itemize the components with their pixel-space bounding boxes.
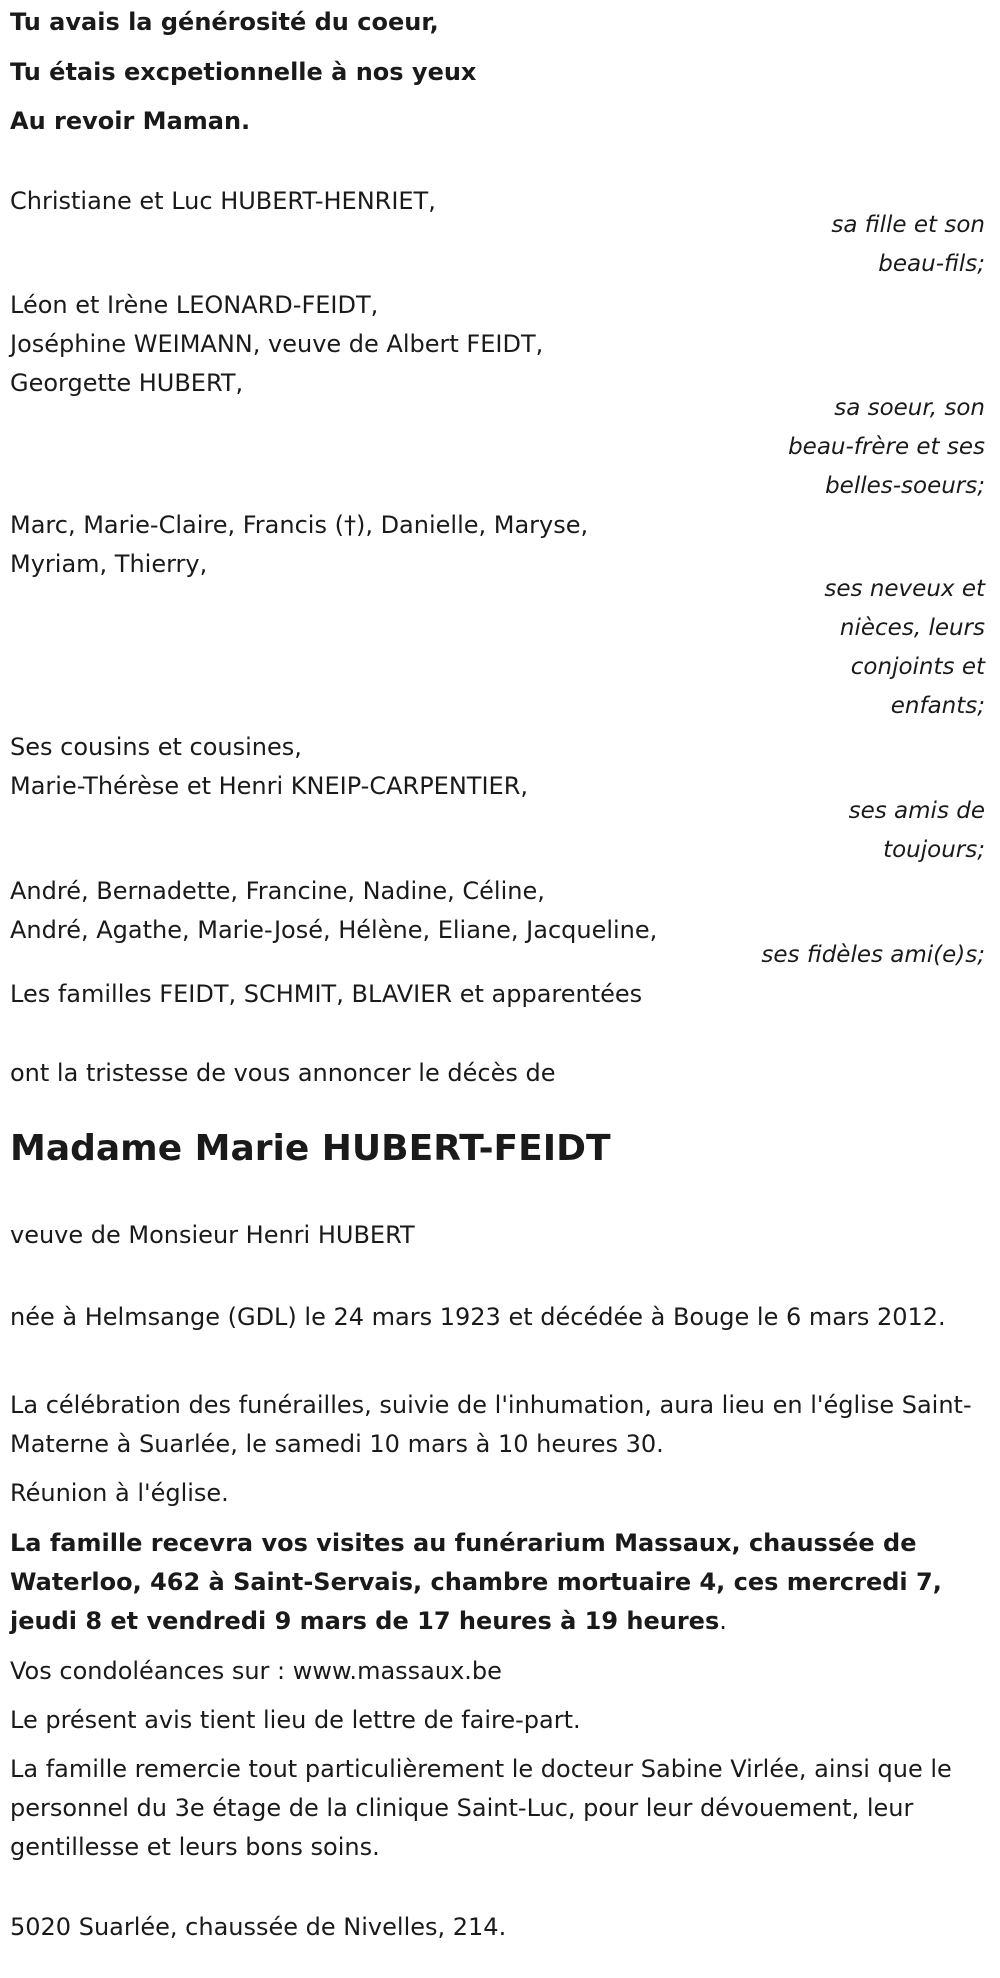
- poem-line-1: Tu avais la générosité du coeur,: [10, 8, 439, 36]
- relation-label: ses neveux et nièces, leurs conjoints et enfants;: [824, 576, 985, 719]
- mourner-names: Georgette HUBERT,: [10, 369, 244, 397]
- widow-of: veuve de Monsieur Henri HUBERT: [10, 1221, 415, 1249]
- families-line: Les familles FEIDT, SCHMIT, BLAVIER et apparentées: [10, 980, 643, 1008]
- poem-line-2: Tu étais excpetionnelle à nos yeux: [10, 58, 477, 86]
- relation-label: ses fidèles ami(e)s;: [761, 942, 985, 968]
- mourner-names: André, Bernadette, Francine, Nadine, Céline,: [10, 877, 545, 905]
- notice-line: Le présent avis tient lieu de lettre de faire-part.: [10, 1706, 581, 1734]
- visits-bold-text: La famille recevra vos visites au funérarium Massaux, chaussée de Waterloo, 462 à Saint-Servais, chambre mortuaire 4, ces mercredi 7, jeudi 8 et vendredi 9 mars de 17 heures à 19 heures: [10, 1529, 942, 1635]
- relation-label: sa soeur, son beau-frère et ses belles-soeurs;: [788, 395, 985, 499]
- mourner-names: Marie-Thérèse et Henri KNEIP-CARPENTIER,: [10, 772, 528, 800]
- visits-end: .: [719, 1607, 727, 1635]
- mourner-names: Christiane et Luc HUBERT-HENRIET,: [10, 187, 436, 215]
- birth-death: née à Helmsange (GDL) le 24 mars 1923 et décédée à Bouge le 6 mars 2012.: [10, 1303, 946, 1331]
- ceremony-info: La célébration des funérailles, suivie de l'inhumation, aura lieu en l'église Saint-Materne à Suarlée, le samedi 10 mars à 10 heures 30.: [10, 1391, 972, 1458]
- mourner-names: Ses cousins et cousines,: [10, 733, 302, 761]
- thanks-paragraph: La famille remercie tout particulièrement le docteur Sabine Virlée, ainsi que le personnel du 3e étage de la clinique Saint-Luc, pour leur dévouement, leur gentillesse et leurs bons soins.: [10, 1755, 952, 1861]
- mourner-names: Marc, Marie-Claire, Francis (†), Danielle, Maryse,: [10, 511, 589, 539]
- mourner-names: André, Agathe, Marie-José, Hélène, Eliane, Jacqueline,: [10, 916, 658, 944]
- condolences-info: Vos condoléances sur : www.massaux.be: [10, 1657, 502, 1685]
- address: 5020 Suarlée, chaussée de Nivelles, 214.: [10, 1913, 507, 1941]
- announcement: ont la tristesse de vous annoncer le décès de: [10, 1059, 556, 1087]
- deceased-name: Madame Marie HUBERT-FEIDT: [10, 1128, 611, 1169]
- mourner-names: Joséphine WEIMANN, veuve de Albert FEIDT,: [10, 330, 544, 358]
- visits-info: [10, 1524, 985, 1641]
- meeting-info: Réunion à l'église.: [10, 1479, 229, 1507]
- mourner-names: Léon et Irène LEONARD-FEIDT,: [10, 291, 379, 319]
- poem-line-3: Au revoir Maman.: [10, 107, 251, 135]
- relation-label: ses amis de toujours;: [848, 798, 985, 863]
- relation-label: sa fille et son beau-fils;: [831, 212, 985, 277]
- mourner-names: Myriam, Thierry,: [10, 550, 208, 578]
